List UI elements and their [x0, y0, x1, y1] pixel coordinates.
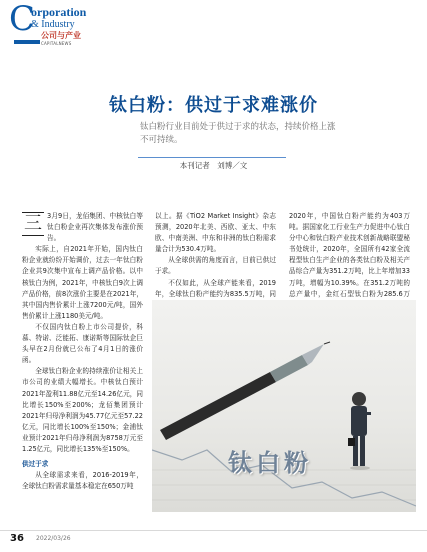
article-byline: 本刊记者 刘博／文: [179, 161, 248, 170]
paragraph: 从全球供需的角度而言，目前已供过于求。: [155, 256, 276, 276]
article-photo: [152, 300, 416, 512]
photo-overlay-text: 钛白粉: [228, 449, 312, 477]
paragraph: 从全球需求来看，2016-2019年，全球钛白粉需求量基本稳定在650万吨: [22, 471, 143, 491]
paragraph: 不仅国内钛白粉上市公司提价，科慕、特诺、泛能拓、康诺斯等国际钛企巨头早在2月份就已公布了4月1日的涨价函。: [22, 322, 143, 365]
paragraph: 全球钛白粉企业的持续涨价让相关上市公司的业绩大幅增长。中核钛白预计2021年盈利11.88亿元至14.26亿元，同比增长150%至200%；龙佰集团预计2021年归母净利润为45.77亿元至57.22亿元，同比增长100%至150%；金浦钛业预计2021年归母净利润为8758万元至1.25亿元，同比增长135%至150%。: [22, 367, 143, 453]
paragraph: 实际上，自2021年开始，国内钛白粉企业就纷纷开始调价，过去一年钛白粉企业共9次集中宣布上调产品价格。以中核钛白为例，2021年，中核钛白9次上调产品价格，前8次涨价主要是在2021年，其中国内售价累计上涨7200元/吨，国外售价累计上涨1180美元/吨。: [22, 245, 143, 320]
dropcap: 三: [24, 213, 42, 234]
logo-bar: [14, 40, 40, 44]
logo-letter: C: [9, 0, 36, 39]
pen-icon: [160, 342, 330, 440]
section-subhead: 供过于求: [22, 460, 49, 469]
paragraph: 不仅如此，从全球产能来看，2019年，全球钛白粉产能约为835.5万吨，同: [155, 278, 276, 298]
footer-divider: [0, 530, 427, 531]
paragraph: 3月9日，龙佰集团、中核钛白等钛白粉企业再次集体发布涨价预告。: [47, 212, 143, 243]
paragraph: 2020年，中国钛白粉产能约为403万吨。据国家化工行业生产力促进中心钛白分中心和钛白粉产业技术创新战略联盟秘书处统计，2020年，全国所有42家全流程型钛白生产企业的各类钛白粉及相关产品综合产量为351.2万吨，比上年增加33万吨，增幅为10.39%。在351.2万吨的总产量中，金红石型钛白粉为285.6万: [289, 212, 410, 298]
logo-line1: orporation: [31, 5, 87, 19]
page-number: 36: [10, 533, 24, 544]
article-column-1: [22, 211, 143, 492]
intro-divider: [138, 157, 286, 158]
photo-illustration: [152, 300, 416, 512]
article-intro: 钛白粉行业目前处于供过于求的状态，持续价格上涨不可持续。: [140, 122, 336, 145]
paragraph: 以上。据《TiO2 Market Insight》杂志预测，2020年北美、西欧、亚太、中东欧、中南美洲、中东和非洲的钛白粉需求量合计为530.4万吨。: [155, 212, 276, 254]
article-title: 钛白粉：供过于求难涨价: [109, 95, 318, 116]
logo-sub: CAPITALNEWS: [41, 41, 72, 46]
issue-date: 2022/03/26: [36, 535, 71, 542]
businessman-figure-icon: [348, 392, 371, 470]
logo-cn: 公司与产业: [41, 31, 81, 40]
logo-line2: & Industry: [31, 19, 75, 30]
